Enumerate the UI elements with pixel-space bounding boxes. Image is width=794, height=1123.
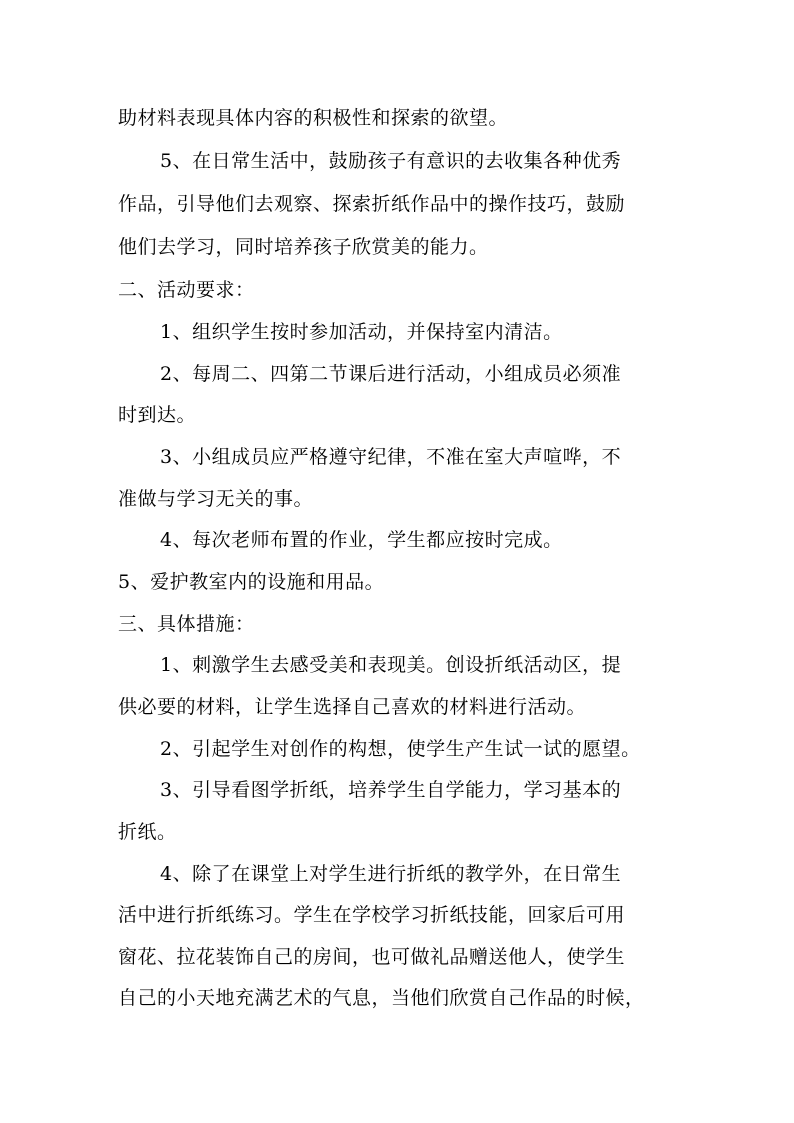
text-line: 助材料表现具体内容的积极性和探索的欲望。	[118, 107, 509, 129]
text-line: 活中进行折纸练习。学生在学校学习折纸技能，回家后可用	[118, 904, 626, 926]
text-line: 准做与学习无关的事。	[118, 488, 314, 510]
text-line: 4、除了在课堂上对学生进行折纸的教学外，在日常生	[160, 863, 622, 885]
text-line: 供必要的材料，让学生选择自己喜欢的材料进行活动。	[118, 696, 587, 718]
text-line: 1、刺激学生去感受美和表现美。创设折纸活动区，提	[160, 654, 622, 676]
text-line: 折纸。	[118, 821, 177, 843]
text-line: 2、每周二、四第二节课后进行活动，小组成员必须准	[160, 363, 622, 385]
section-heading: 二、活动要求：	[118, 279, 255, 301]
text-line: 自己的小天地充满艺术的气息，当他们欣赏自己作品的时候，	[118, 987, 645, 1009]
text-line: 时到达。	[118, 404, 197, 426]
text-line: 1、组织学生按时参加活动，并保持室内清洁。	[160, 321, 563, 343]
text-line: 4、每次老师布置的作业，学生都应按时完成。	[160, 529, 563, 551]
text-line: 窗花、拉花装饰自己的房间，也可做礼品赠送他人，使学生	[118, 946, 626, 968]
text-line: 5、爱护教室内的设施和用品。	[118, 571, 385, 593]
text-line: 3、引导看图学折纸，培养学生自学能力，学习基本的	[160, 779, 622, 801]
text-line: 5、在日常生活中，鼓励孩子有意识的去收集各种优秀	[160, 150, 622, 172]
text-line: 2、引起学生对创作的构想，使学生产生试一试的愿望。	[160, 738, 641, 760]
section-heading: 三、具体措施：	[118, 613, 255, 635]
text-line: 3、小组成员应严格遵守纪律，不准在室大声喧哗，不	[160, 446, 622, 468]
text-line: 他们去学习，同时培养孩子欣赏美的能力。	[118, 236, 489, 258]
text-line: 作品，引导他们去观察、探索折纸作品中的操作技巧，鼓励	[118, 193, 626, 215]
